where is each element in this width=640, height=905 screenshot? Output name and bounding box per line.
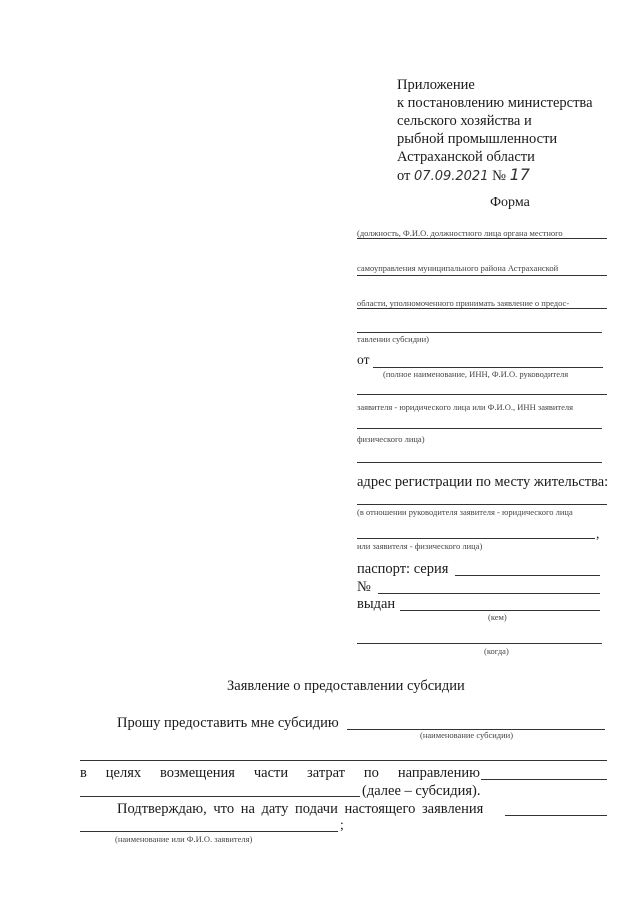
addressee-hint-4: тавлении субсидии) [357,334,429,344]
purpose-word: целях [105,765,142,781]
header-date-row [397,166,530,186]
passport-issued-line [400,610,600,611]
passport-by-whom-hint: (кем) [488,612,507,622]
date-value: 07.09.2021 [414,169,489,184]
header-line-3: сельского хозяйства и [397,113,532,129]
number-prefix: № [492,168,506,184]
confirm-text: Подтверждаю, что на дату подачи настоящего заявления [117,801,484,817]
direction-line-2 [80,796,360,797]
purpose-word: части [253,765,289,781]
date-prefix: от [397,168,411,184]
purpose-row [80,765,480,782]
passport-when-hint: (когда) [484,646,509,656]
addressee-line-2 [357,275,607,276]
address-hint-1: (в отношении руководителя заявителя - юридического лица [357,507,573,517]
from-line-4 [357,462,602,463]
passport-when-line [357,643,602,644]
from-line [373,367,603,368]
purpose-word: направлению [397,765,480,781]
subsidy-name-hint: (наименование субсидии) [420,730,514,740]
passport-series-label: паспорт: серия [357,561,449,577]
from-hint-3: физического лица) [357,434,425,444]
header-line-1: Приложение [397,77,475,93]
purpose-word: затрат [307,765,345,781]
from-hint-2: заявителя - юридического лица или Ф.И.О., ИНН заявителя [357,402,574,412]
semicolon: ; [340,817,344,832]
applicant-line [80,831,338,832]
addressee-line-1 [357,238,607,239]
address-label: адрес регистрации по месту жительства: [357,474,609,490]
hereinafter-text: (далее – субсидия). [362,783,481,799]
application-title: Заявление о предоставлении субсидии [227,678,465,694]
from-hint-1: (полное наименование, ИНН, Ф.И.О. руководителя [383,369,569,379]
confirm-line [505,815,607,816]
address-line-1 [357,504,607,505]
passport-issued-label: выдан [357,596,396,612]
addressee-line-4 [357,332,602,333]
request-text: Прошу предоставить мне субсидию [117,715,339,731]
address-hint-2: или заявителя - физического лица) [357,541,483,551]
purpose-word: по [363,765,379,781]
header-line-5: Астраханской области [397,149,535,165]
from-line-2 [357,394,607,395]
addressee-line-3 [357,308,607,309]
address-comma: , [596,526,600,541]
purpose-word: в [80,765,87,781]
address-line-2 [357,538,595,539]
passport-number-label: № [357,579,371,595]
number-value: 17 [509,165,530,184]
addressee-hint-1: (должность, Ф.И.О. должностного лица органа местного [357,228,563,238]
from-line-3 [357,428,602,429]
header-line-4: рыбной промышленности [397,131,558,147]
applicant-hint: (наименование или Ф.И.О. заявителя) [115,834,253,844]
from-label: от [357,352,370,367]
header-line-2: к постановлению министерства [397,95,593,111]
passport-number-line [378,593,600,594]
direction-line [481,779,607,780]
form-title: Форма [490,195,530,210]
passport-series-line [455,575,600,576]
purpose-word: возмещения [160,765,235,781]
subsidy-name-line-2 [80,760,607,761]
addressee-hint-2: самоуправления муниципального района Астраханской [357,263,559,273]
addressee-hint-3: области, уполномоченного принимать заявление о предос- [357,298,570,308]
